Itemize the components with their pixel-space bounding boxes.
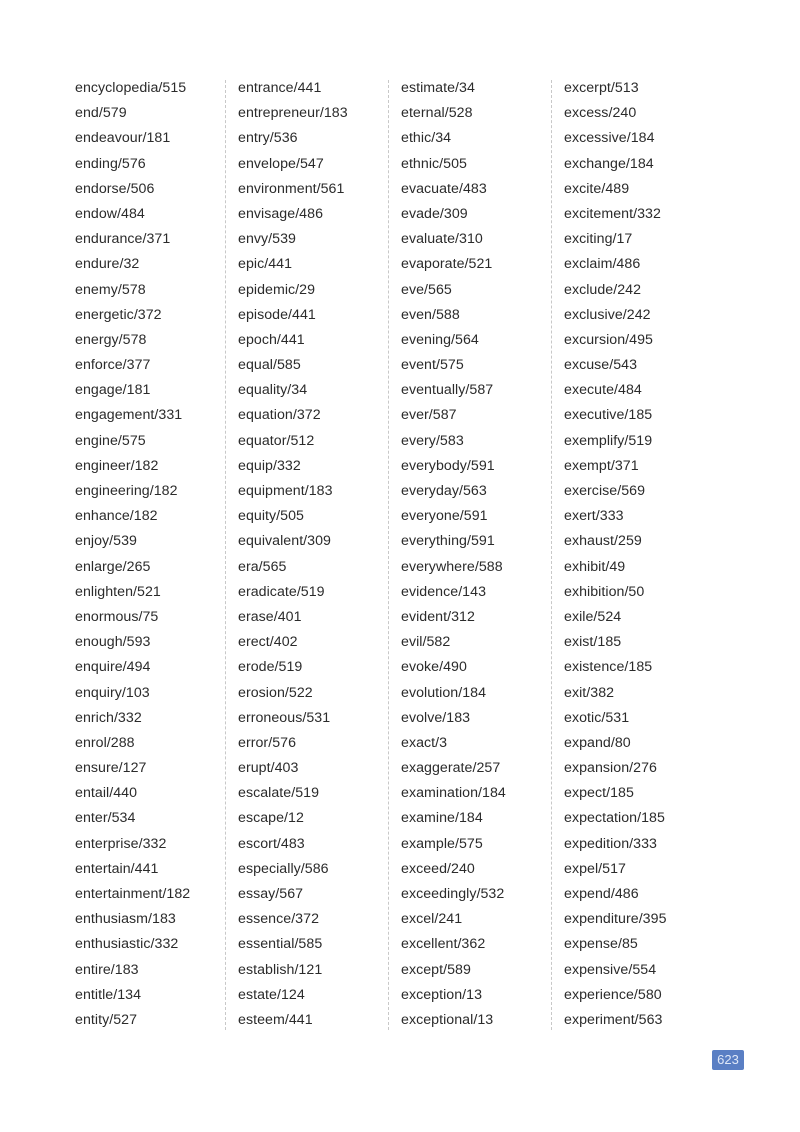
index-entry: enemy/578 (75, 281, 146, 298)
index-entry: evaluate/310 (401, 231, 483, 248)
index-entry: error/576 (238, 734, 297, 751)
index-entry: especially/586 (238, 860, 329, 877)
index-entry: entrepreneur/183 (238, 105, 348, 122)
index-entry: example/575 (401, 835, 483, 852)
index-column-3 (388, 76, 551, 1038)
index-entry: equality/34 (238, 382, 308, 399)
index-entry: evening/564 (401, 331, 479, 348)
index-entry: expenditure/395 (564, 911, 667, 928)
index-entry: exceptional/13 (401, 1011, 494, 1028)
index-entry: exclusive/242 (564, 306, 651, 323)
index-entry: experience/580 (564, 986, 662, 1003)
index-entry: entire/183 (75, 961, 139, 978)
index-entry: entity/527 (75, 1011, 138, 1028)
index-entry: every/583 (401, 432, 464, 449)
index-entry: exhaust/259 (564, 533, 642, 550)
index-entry: epidemic/29 (238, 281, 316, 298)
index-entry: epic/441 (238, 256, 293, 273)
index-entry: everywhere/588 (401, 558, 503, 575)
index-entry: exhibit/49 (564, 558, 626, 575)
index-entry: ending/576 (75, 155, 146, 172)
index-entry: excess/240 (564, 105, 637, 122)
index-entry: establish/121 (238, 961, 323, 978)
index-entry: equator/512 (238, 432, 315, 449)
index-entry: ethic/34 (401, 130, 452, 147)
index-entry: engagement/331 (75, 407, 183, 424)
index-entry: except/589 (401, 961, 471, 978)
index-entry: enjoy/539 (75, 533, 137, 550)
index-entry: everyday/563 (401, 483, 487, 499)
index-entry: existence/185 (564, 659, 653, 676)
index-entry: escalate/519 (238, 785, 320, 802)
index-entry: exit/382 (564, 684, 615, 701)
index-entry: enquiry/103 (75, 684, 150, 701)
index-entry: equal/585 (238, 357, 301, 374)
index-entry: eradicate/519 (238, 583, 325, 600)
index-entry: environment/561 (238, 180, 345, 197)
index-entry: entrance/441 (238, 80, 322, 96)
index-entry: evade/309 (401, 205, 468, 222)
index-entry: erosion/522 (238, 684, 313, 701)
index-entry: equity/505 (238, 508, 304, 525)
index-entry: equation/372 (238, 407, 321, 424)
index-entry: enterprise/332 (75, 835, 167, 852)
index-entry: exciting/17 (564, 231, 633, 248)
index-entry: endurance/371 (75, 231, 171, 248)
index-entry: exercise/569 (564, 483, 646, 499)
index-entry: excerpt/513 (564, 80, 639, 96)
index-entry: estate/124 (238, 986, 305, 1003)
index-entry: essential/585 (238, 936, 323, 953)
index-entry: energetic/372 (75, 306, 162, 323)
index-entry: era/565 (238, 558, 287, 575)
index-entry: entertainment/182 (75, 886, 191, 902)
index-entry: evolution/184 (401, 684, 487, 701)
index-entry: experiment/563 (564, 1011, 663, 1028)
index-entry: eventually/587 (401, 382, 494, 399)
word-index (62, 76, 738, 1038)
index-entry: exile/524 (564, 608, 622, 625)
index-column-4 (551, 76, 714, 1038)
index-entry: exception/13 (401, 986, 483, 1003)
index-entry: ethnic/505 (401, 155, 467, 172)
index-entry: entail/440 (75, 785, 138, 802)
index-entry: exotic/531 (564, 709, 630, 726)
index-entry: equip/332 (238, 457, 301, 474)
index-entry: erupt/403 (238, 760, 299, 777)
index-entry: exact/3 (401, 734, 448, 751)
index-entry: exemplify/519 (564, 432, 653, 449)
index-entry: epoch/441 (238, 331, 305, 348)
index-entry: equivalent/309 (238, 533, 331, 550)
index-entry: escape/12 (238, 810, 304, 827)
index-entry: exaggerate/257 (401, 760, 501, 777)
index-entry: endow/484 (75, 205, 145, 222)
index-entry: enthusiastic/332 (75, 936, 179, 953)
index-column-1 (62, 76, 225, 1038)
index-entry: exert/333 (564, 508, 624, 525)
page-number: 623 (712, 1050, 744, 1070)
index-entry: erroneous/531 (238, 709, 331, 726)
index-entry: enlarge/265 (75, 558, 151, 575)
index-entry: encyclopedia/515 (75, 80, 187, 96)
index-entry: execute/484 (564, 382, 642, 399)
index-entry: exceed/240 (401, 860, 475, 877)
index-entry: exchange/184 (564, 155, 654, 172)
index-entry: endure/32 (75, 256, 140, 273)
index-entry: expand/80 (564, 734, 631, 751)
index-entry: enhance/182 (75, 508, 158, 525)
index-entry: envisage/486 (238, 205, 324, 222)
index-entry: evacuate/483 (401, 180, 487, 197)
index-entry: evidence/143 (401, 583, 487, 600)
index-entry: essence/372 (238, 911, 320, 928)
index-entry: excitement/332 (564, 205, 661, 222)
index-entry: enlighten/521 (75, 583, 161, 600)
index-entry: exempt/371 (564, 457, 639, 474)
index-entry: examination/184 (401, 785, 506, 802)
index-entry: excellent/362 (401, 936, 486, 953)
index-entry: enrol/288 (75, 734, 135, 751)
index-entry: erase/401 (238, 608, 302, 625)
index-entry: evil/582 (401, 634, 451, 651)
index-entry: exceedingly/532 (401, 886, 505, 902)
index-entry: estimate/34 (401, 80, 475, 96)
index-entry: entry/536 (238, 130, 298, 147)
index-entry: enough/593 (75, 634, 151, 651)
index-entry: enthusiasm/183 (75, 911, 176, 928)
index-entry: expense/85 (564, 936, 638, 953)
index-entry: expensive/554 (564, 961, 657, 978)
index-entry: even/588 (401, 306, 460, 323)
index-column-2 (225, 76, 388, 1038)
index-entry: ensure/127 (75, 760, 147, 777)
index-entry: ever/587 (401, 407, 457, 424)
index-entry: envy/539 (238, 231, 296, 248)
index-entry: excite/489 (564, 180, 630, 197)
index-entry: energy/578 (75, 331, 147, 348)
index-entry: eve/565 (401, 281, 452, 298)
index-entry: executive/185 (564, 407, 653, 424)
index-entry: esteem/441 (238, 1011, 313, 1028)
index-entry: expectation/185 (564, 810, 665, 827)
index-entry: entitle/134 (75, 986, 142, 1003)
index-entry: expel/517 (564, 860, 626, 877)
index-entry: excessive/184 (564, 130, 655, 147)
index-entry: expansion/276 (564, 760, 657, 777)
index-entry: endeavour/181 (75, 130, 171, 147)
index-entry: episode/441 (238, 306, 316, 323)
index-entry: essay/567 (238, 886, 304, 902)
index-entry: exhibition/50 (564, 583, 645, 600)
index-entry: endorse/506 (75, 180, 155, 197)
index-entry: everybody/591 (401, 457, 495, 474)
index-entry: examine/184 (401, 810, 483, 827)
index-entry: evaporate/521 (401, 256, 493, 273)
index-entry: equipment/183 (238, 483, 333, 499)
index-entry: excuse/543 (564, 357, 638, 374)
index-entry: enquire/494 (75, 659, 151, 676)
index-entry: evoke/490 (401, 659, 467, 676)
index-entry: expedition/333 (564, 835, 657, 852)
index-entry: excursion/495 (564, 331, 653, 348)
index-entry: eternal/528 (401, 105, 473, 122)
index-entry: evident/312 (401, 608, 475, 625)
index-entry: expect/185 (564, 785, 634, 802)
index-entry: exist/185 (564, 634, 622, 651)
index-entry: exclude/242 (564, 281, 642, 298)
index-entry: exclaim/486 (564, 256, 641, 273)
index-entry: erect/402 (238, 634, 298, 651)
index-entry: entertain/441 (75, 860, 159, 877)
index-entry: erode/519 (238, 659, 303, 676)
index-entry: enter/534 (75, 810, 136, 827)
index-entry: evolve/183 (401, 709, 471, 726)
index-entry: excel/241 (401, 911, 463, 928)
index-entry: end/579 (75, 105, 127, 122)
index-entry: enforce/377 (75, 357, 151, 374)
index-entry: engineering/182 (75, 483, 178, 499)
index-entry: enormous/75 (75, 608, 159, 625)
index-entry: enrich/332 (75, 709, 142, 726)
index-entry: event/575 (401, 357, 464, 374)
index-entry: escort/483 (238, 835, 305, 852)
index-entry: engine/575 (75, 432, 146, 449)
index-entry: everything/591 (401, 533, 495, 550)
index-entry: expend/486 (564, 886, 639, 902)
index-entry: engineer/182 (75, 457, 159, 474)
index-entry: everyone/591 (401, 508, 488, 525)
index-entry: envelope/547 (238, 155, 324, 172)
index-entry: engage/181 (75, 382, 151, 399)
